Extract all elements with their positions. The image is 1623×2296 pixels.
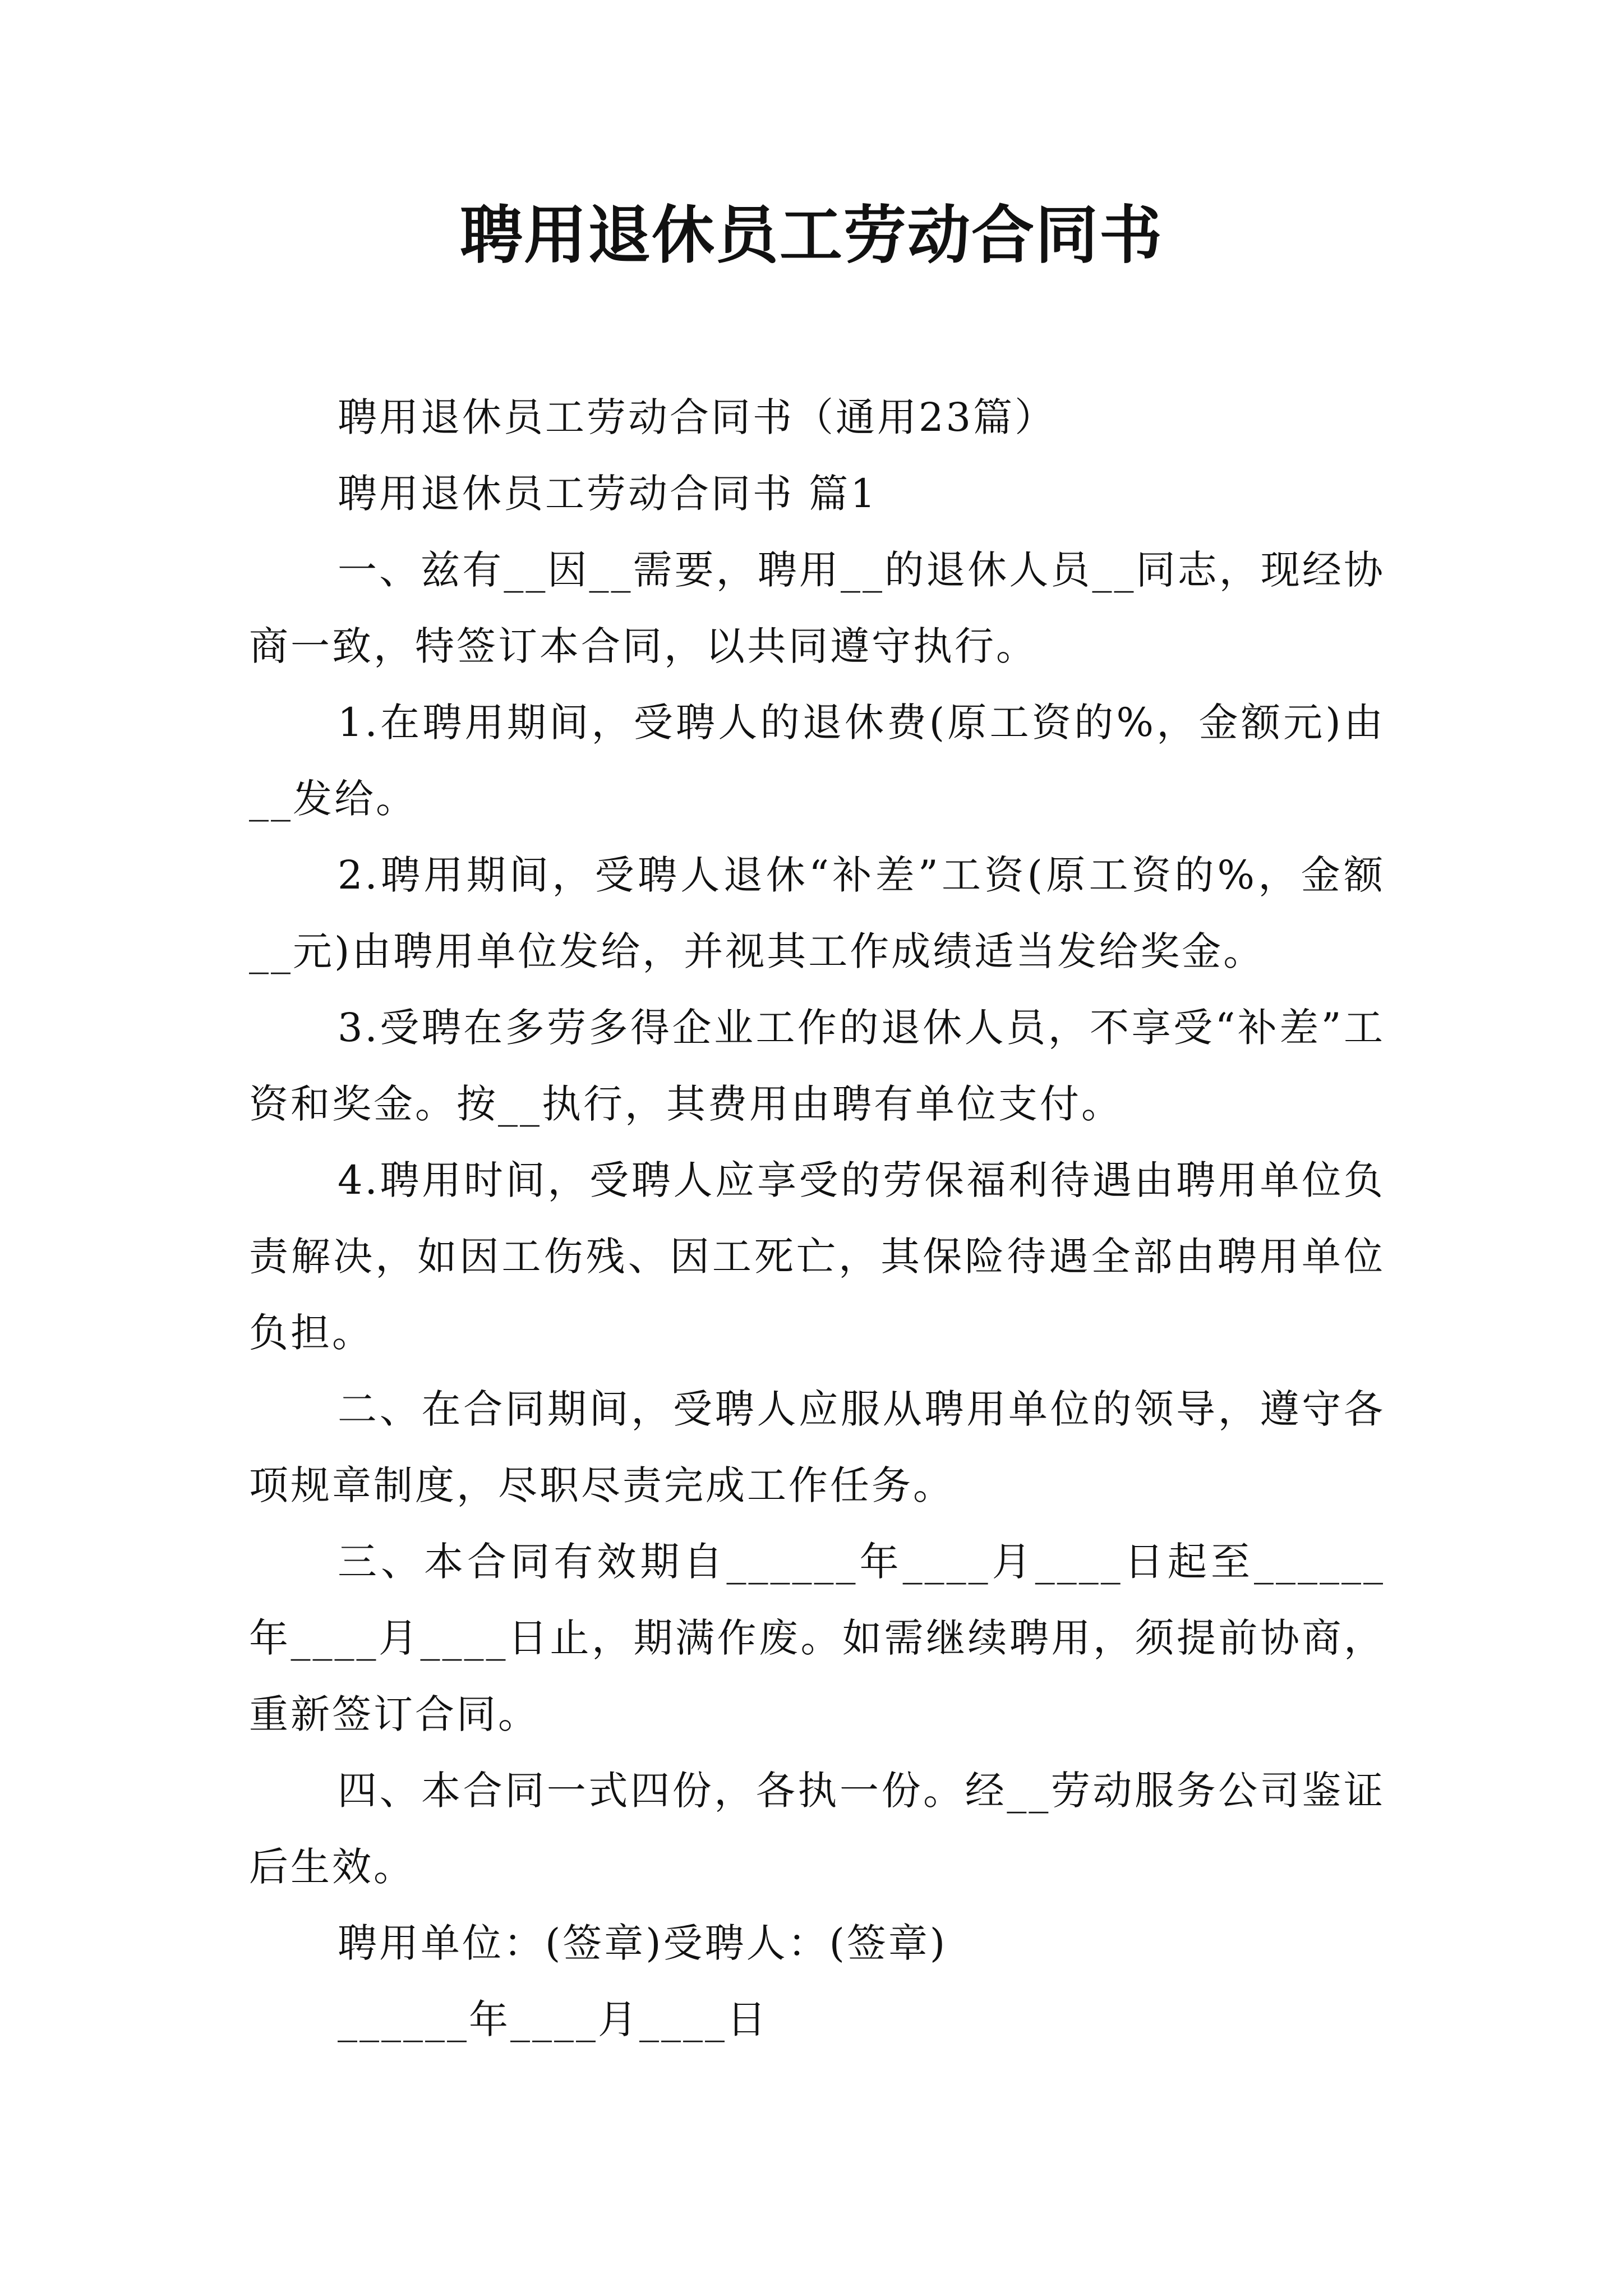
paragraph-section-heading: 聘用退休员工劳动合同书 篇1 [338, 471, 878, 517]
paragraph-item-3: 3.受聘在多劳多得企业工作的退休人员，不享受“补差”工资和奖金。按__执行，其费用由聘有单位支付。 [249, 1005, 1385, 1127]
paragraph-clause-1: 一、兹有__因__需要，聘用__的退休人员__同志，现经协商一致，特签订本合同，以共同遵守执行。 [249, 547, 1385, 669]
paragraph-clause-3: 三、本合同有效期自______年____月____日起至______年____月____日止，期满作废。如需继续聘用，须提前协商，重新签订合同。 [249, 1539, 1385, 1737]
paragraph-clause-2: 二、在合同期间，受聘人应服从聘用单位的领导，遵守各项规章制度，尽职尽责完成工作任务。 [249, 1386, 1385, 1508]
paragraph-item-2: 2.聘用期间，受聘人退休“补差”工资(原工资的%，金额__元)由聘用单位发给，并视其工作成绩适当发给奖金。 [249, 852, 1385, 974]
signature-line: 聘用单位：(签章)受聘人：(签章) [338, 1920, 948, 1966]
paragraph-subtitle: 聘用退休员工劳动合同书（通用23篇） [338, 394, 1057, 440]
document-body [249, 379, 1385, 2058]
paragraph-clause-4: 四、本合同一式四份，各执一份。经__劳动服务公司鉴证后生效。 [249, 1768, 1385, 1890]
date-line: ______年____月____日 [338, 1996, 768, 2042]
paragraph-item-4: 4.聘用时间，受聘人应享受的劳保福利待遇由聘用单位负责解决，如因工伤残、因工死亡，其保险待遇全部由聘用单位负担。 [249, 1157, 1385, 1356]
document-title: 聘用退休员工劳动合同书 [460, 199, 1163, 272]
paragraph-item-1: 1.在聘用期间，受聘人的退休费(原工资的%，金额元)由__发给。 [249, 700, 1385, 822]
